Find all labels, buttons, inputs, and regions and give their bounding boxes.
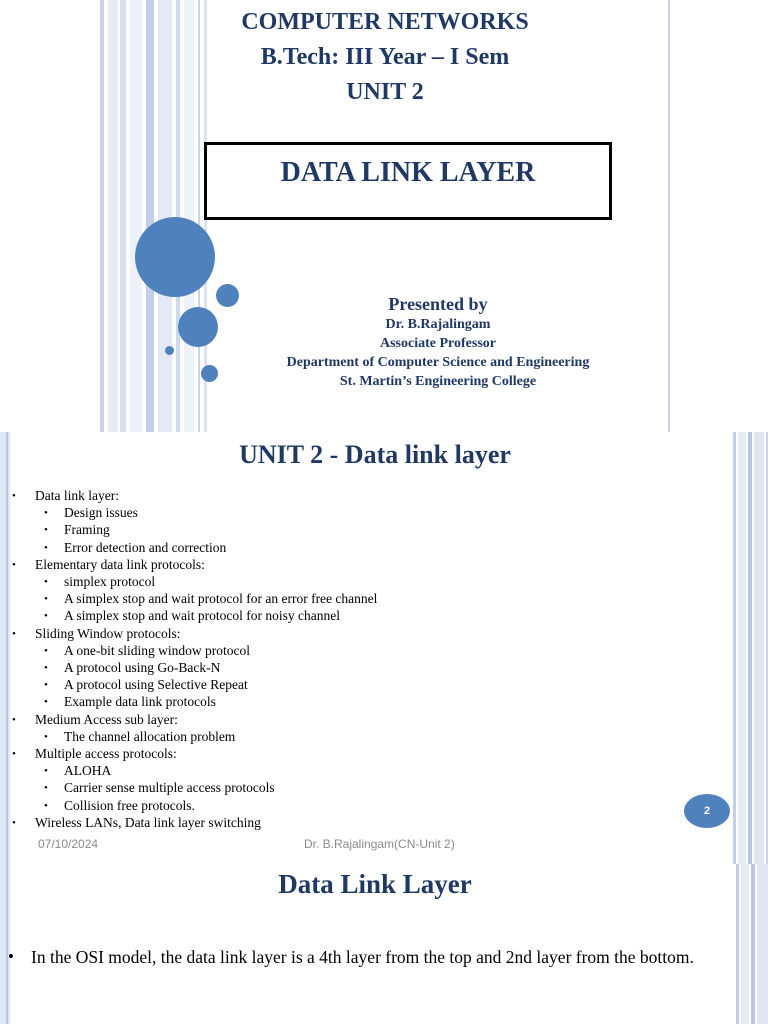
footer-author: Dr. B.Rajalingam(CN-Unit 2) xyxy=(304,837,455,851)
outline-subitem: simplex protocol xyxy=(64,574,156,589)
outline-subitem: A protocol using Selective Repeat xyxy=(64,677,248,693)
slide-title: Data Link Layer xyxy=(278,869,472,899)
course-subtitle: B.Tech: III Year – I Sem xyxy=(260,44,510,70)
bullet-marker: • xyxy=(12,490,16,502)
decorative-stripes-right xyxy=(733,432,768,864)
outline-subitem: Framing xyxy=(64,522,110,538)
decorative-stripe-left xyxy=(0,432,10,864)
bullet-marker: • xyxy=(44,696,48,709)
decorative-circle-small-2 xyxy=(201,365,218,382)
outline-item: Sliding Window protocols: xyxy=(35,625,181,641)
outline-subitem: A protocol using Go-Back-N xyxy=(64,660,221,675)
decorative-line xyxy=(668,0,670,432)
bullet-marker: • xyxy=(44,662,48,674)
bullet-text: In the OSI model, the data link layer is a 4th layer from the top and 2nd layer from the bottom. xyxy=(31,947,694,967)
bullet-marker: • xyxy=(12,558,16,571)
slide-title: UNIT 2 - Data link layer xyxy=(239,440,511,469)
presenter-role: Associate Professor xyxy=(380,336,496,351)
bullet-marker: • xyxy=(44,593,48,606)
outline-subitem: Design issues xyxy=(64,505,138,521)
bullet-marker: • xyxy=(44,730,48,743)
outline-subitem: The channel allocation problem xyxy=(64,728,236,744)
bullet-marker: • xyxy=(12,713,16,726)
bullet-marker: • xyxy=(44,679,48,692)
department-name: Department of Computer Science and Engineering xyxy=(286,355,590,370)
bullet-marker: • xyxy=(44,799,48,812)
presenter-name: Dr. B.Rajalingam xyxy=(385,317,491,332)
bullet-marker: • xyxy=(12,816,16,829)
bullet-marker: • xyxy=(44,524,48,537)
presented-by-label: Presented by xyxy=(388,294,488,314)
outline-subitem: A simplex stop and wait protocol for noisy channel xyxy=(64,608,340,624)
outline-item: Data link layer: xyxy=(35,488,119,503)
bullet-marker: • xyxy=(44,644,48,657)
outline-item: Medium Access sub layer: xyxy=(35,711,178,727)
unit-label: UNIT 2 xyxy=(346,79,424,105)
outline-subitem: Example data link protocols xyxy=(64,694,216,710)
bullet-marker: • xyxy=(8,947,14,966)
outline-item: Elementary data link protocols: xyxy=(35,556,205,572)
bullet-marker: • xyxy=(12,748,16,760)
topic-box xyxy=(204,142,612,220)
bullet-marker: • xyxy=(44,576,48,588)
course-title: COMPUTER NETWORKS xyxy=(241,9,529,35)
college-name: St. Martin’s Engineering College xyxy=(339,374,537,389)
bullet-marker: • xyxy=(12,627,16,640)
outline-subitem: A one-bit sliding window protocol xyxy=(64,642,250,658)
content-slide xyxy=(0,864,768,1024)
outline-subitem: Error detection and correction xyxy=(64,539,227,555)
outline-subitem: Carrier sense multiple access protocols xyxy=(64,780,275,796)
outline-item: Wireless LANs, Data link layer switching xyxy=(35,814,261,830)
decorative-circle-tiny xyxy=(165,346,174,355)
decorative-circle-small xyxy=(216,284,239,307)
bullet-marker: • xyxy=(44,610,48,623)
bullet-marker: • xyxy=(44,765,48,778)
decorative-circle-large xyxy=(135,217,215,297)
bullet-marker: • xyxy=(44,541,48,554)
footer-date: 07/10/2024 xyxy=(38,837,99,851)
outline-slide xyxy=(0,432,768,864)
bullet-marker: • xyxy=(44,507,48,520)
outline-item: Multiple access protocols: xyxy=(35,746,177,761)
page-number-badge: 2 xyxy=(684,794,730,828)
bullet-marker: • xyxy=(44,782,48,795)
outline-subitem: ALOHA xyxy=(64,763,112,779)
outline-subitem: Collision free protocols. xyxy=(64,797,195,813)
decorative-circle-medium xyxy=(178,307,218,347)
topic-title: DATA LINK LAYER xyxy=(280,157,536,188)
outline-subitem: A simplex stop and wait protocol for an error free channel xyxy=(64,591,378,607)
title-slide xyxy=(0,0,768,432)
